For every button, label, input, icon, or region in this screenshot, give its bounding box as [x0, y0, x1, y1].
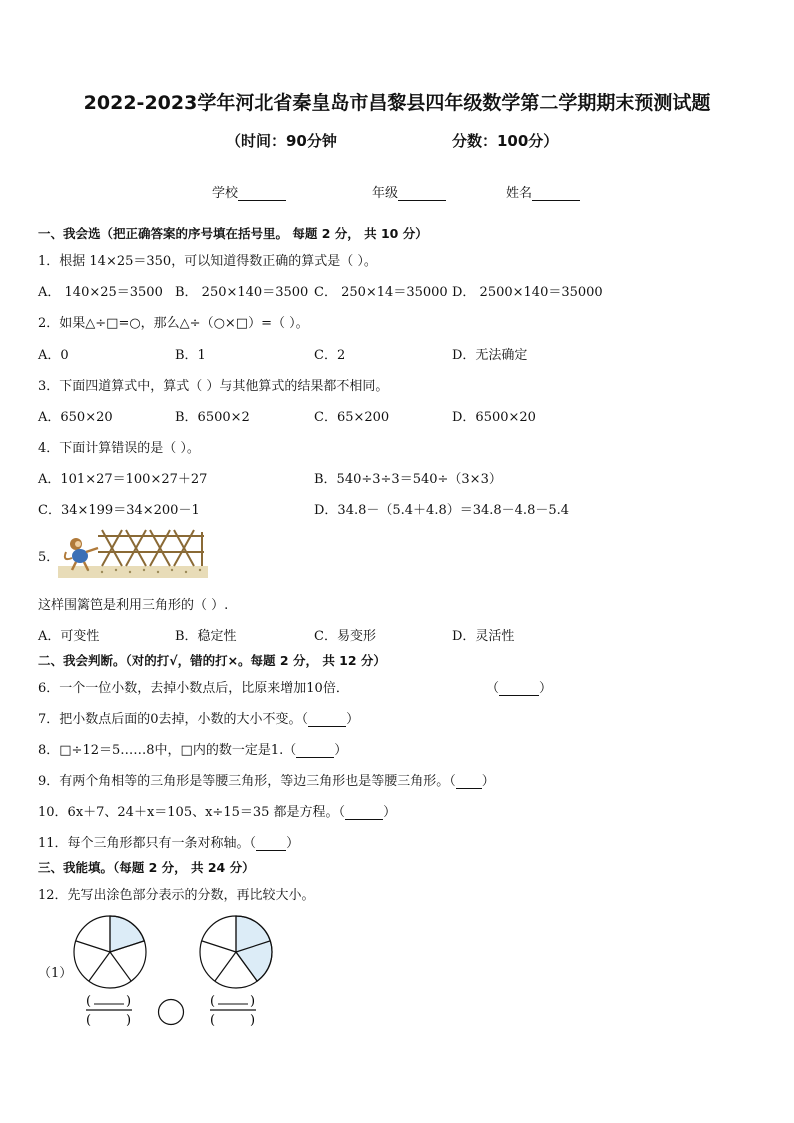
svg-text:(: ( — [86, 1013, 92, 1028]
q11-stem: 11．每个三角形都只有一条对称轴。 — [38, 836, 250, 851]
page-title: 2022-2023学年河北省秦皇岛市昌黎县四年级数学第二学期期末预测试题 — [83, 92, 711, 114]
q1-option-c[interactable]: C． 250×14＝35000 — [314, 285, 448, 300]
q3-option-a[interactable]: A．650×20 — [38, 410, 113, 425]
q12-stem: 12．先写出涂色部分表示的分数，再比较大小。 — [38, 888, 315, 903]
compare-circle[interactable] — [156, 997, 186, 1027]
fraction-blank-right[interactable] — [208, 990, 260, 1030]
q8-line — [38, 739, 347, 758]
q5-option-a[interactable]: A．可变性 — [38, 629, 100, 644]
q6-stem: 6．一个一位小数，去掉小数点后，比原来增加10倍． — [38, 681, 349, 696]
grade-label: 年级 — [372, 186, 399, 201]
q8-stem: 8．□÷12＝5……8中，□内的数一定是1. — [38, 743, 284, 758]
q1-option-a[interactable]: A． 140×25＝3500 — [38, 285, 163, 300]
q5-stem: 这样围篱笆是利用三角形的（ ）. — [38, 598, 229, 613]
q2-option-a[interactable]: A．0 — [38, 348, 69, 363]
name-label: 姓名 — [506, 186, 533, 201]
q5-option-b[interactable]: B．稳定性 — [175, 629, 237, 644]
monkey-figure — [65, 538, 98, 570]
q5-option-d[interactable]: D．灵活性 — [452, 629, 515, 644]
q9-answer-blank[interactable]: （ ） — [449, 774, 495, 789]
q9-stem: 9．有两个角相等的三角形是等腰三角形，等边三角形也是等腰三角形。 — [38, 774, 450, 789]
q12-sub1-label: （1） — [38, 966, 73, 981]
fence-illustration — [58, 522, 208, 578]
exam-time: （时间：90分钟 — [226, 132, 337, 150]
q3-option-d[interactable]: D．6500×20 — [452, 410, 536, 425]
q5-number: 5． — [38, 550, 60, 565]
svg-text:): ) — [126, 1013, 132, 1028]
svg-text:(: ( — [210, 1013, 216, 1028]
section1-heading: 一、我会选（把正确答案的序号填在括号里。 每题 2 分， 共 10 分） — [38, 226, 428, 241]
section2-heading: 二、我会判断。（对的打√，错的打×。每题 2 分， 共 12 分） — [38, 653, 386, 668]
q4-option-b[interactable]: B．540÷3÷3＝540÷（3×3） — [314, 472, 502, 487]
q3-option-c[interactable]: C．65×200 — [314, 410, 390, 425]
q1-option-b[interactable]: B． 250×140＝3500 — [175, 285, 309, 300]
q7-line — [38, 708, 359, 727]
svg-text:): ) — [250, 994, 256, 1009]
school-field[interactable] — [212, 182, 286, 201]
pie-left — [72, 914, 148, 990]
q4-option-c[interactable]: C．34×199＝34×200－1 — [38, 503, 200, 518]
svg-text:(: ( — [210, 994, 216, 1009]
q2-option-b[interactable]: B．1 — [175, 348, 206, 363]
q7-stem: 7．把小数点后面的0去掉，小数的大小不变。 — [38, 712, 302, 727]
q2-option-c[interactable]: C．2 — [314, 348, 346, 363]
q4-option-d[interactable]: D．34.8－（5.4＋4.8）＝34.8－4.8－5.4 — [314, 503, 570, 518]
svg-text:): ) — [250, 1013, 256, 1028]
q10-stem: 10．6x＋7、24＋x＝105、x÷15＝35 都是方程。 — [38, 805, 339, 820]
q8-answer-blank[interactable]: （ ） — [283, 743, 348, 758]
q10-answer-blank[interactable]: （ ） — [338, 805, 397, 820]
fraction-blank-left[interactable] — [84, 990, 136, 1030]
section3-heading: 三、我能填。（每题 2 分， 共 24 分） — [38, 860, 255, 875]
pie-right — [198, 914, 274, 990]
svg-text:): ) — [126, 994, 132, 1009]
q11-answer-blank[interactable]: （ ） — [249, 836, 300, 851]
q5-option-c[interactable]: C．易变形 — [314, 629, 376, 644]
name-field[interactable] — [506, 182, 580, 201]
svg-text:(: ( — [86, 994, 92, 1009]
q10-line — [38, 801, 396, 820]
q2-option-d[interactable]: D．无法确定 — [452, 348, 528, 363]
q4-stem: 4．下面计算错误的是（ ）。 — [38, 441, 200, 456]
grade-field[interactable] — [372, 182, 446, 201]
q1-option-d[interactable]: D． 2500×140＝35000 — [452, 285, 603, 300]
q4-option-a[interactable]: A．101×27＝100×27＋27 — [38, 472, 208, 487]
q6-answer-blank[interactable]: （ ） — [486, 681, 553, 696]
q1-stem: 1．根据 14×25＝350，可以知道得数正确的算式是（ ）。 — [38, 254, 377, 269]
q3-option-b[interactable]: B．6500×2 — [175, 410, 250, 425]
q3-stem: 3．下面四道算式中，算式（ ）与其他算式的结果都不相同。 — [38, 379, 389, 394]
q11-line — [38, 832, 299, 851]
exam-score: 分数：100分） — [452, 132, 559, 150]
school-label: 学校 — [212, 186, 239, 201]
q9-line — [38, 770, 495, 789]
q2-stem: 2．如果△÷□=○，那么△÷（○×□）=（ ）。 — [38, 316, 309, 331]
q7-answer-blank[interactable]: （ ） — [301, 712, 360, 727]
